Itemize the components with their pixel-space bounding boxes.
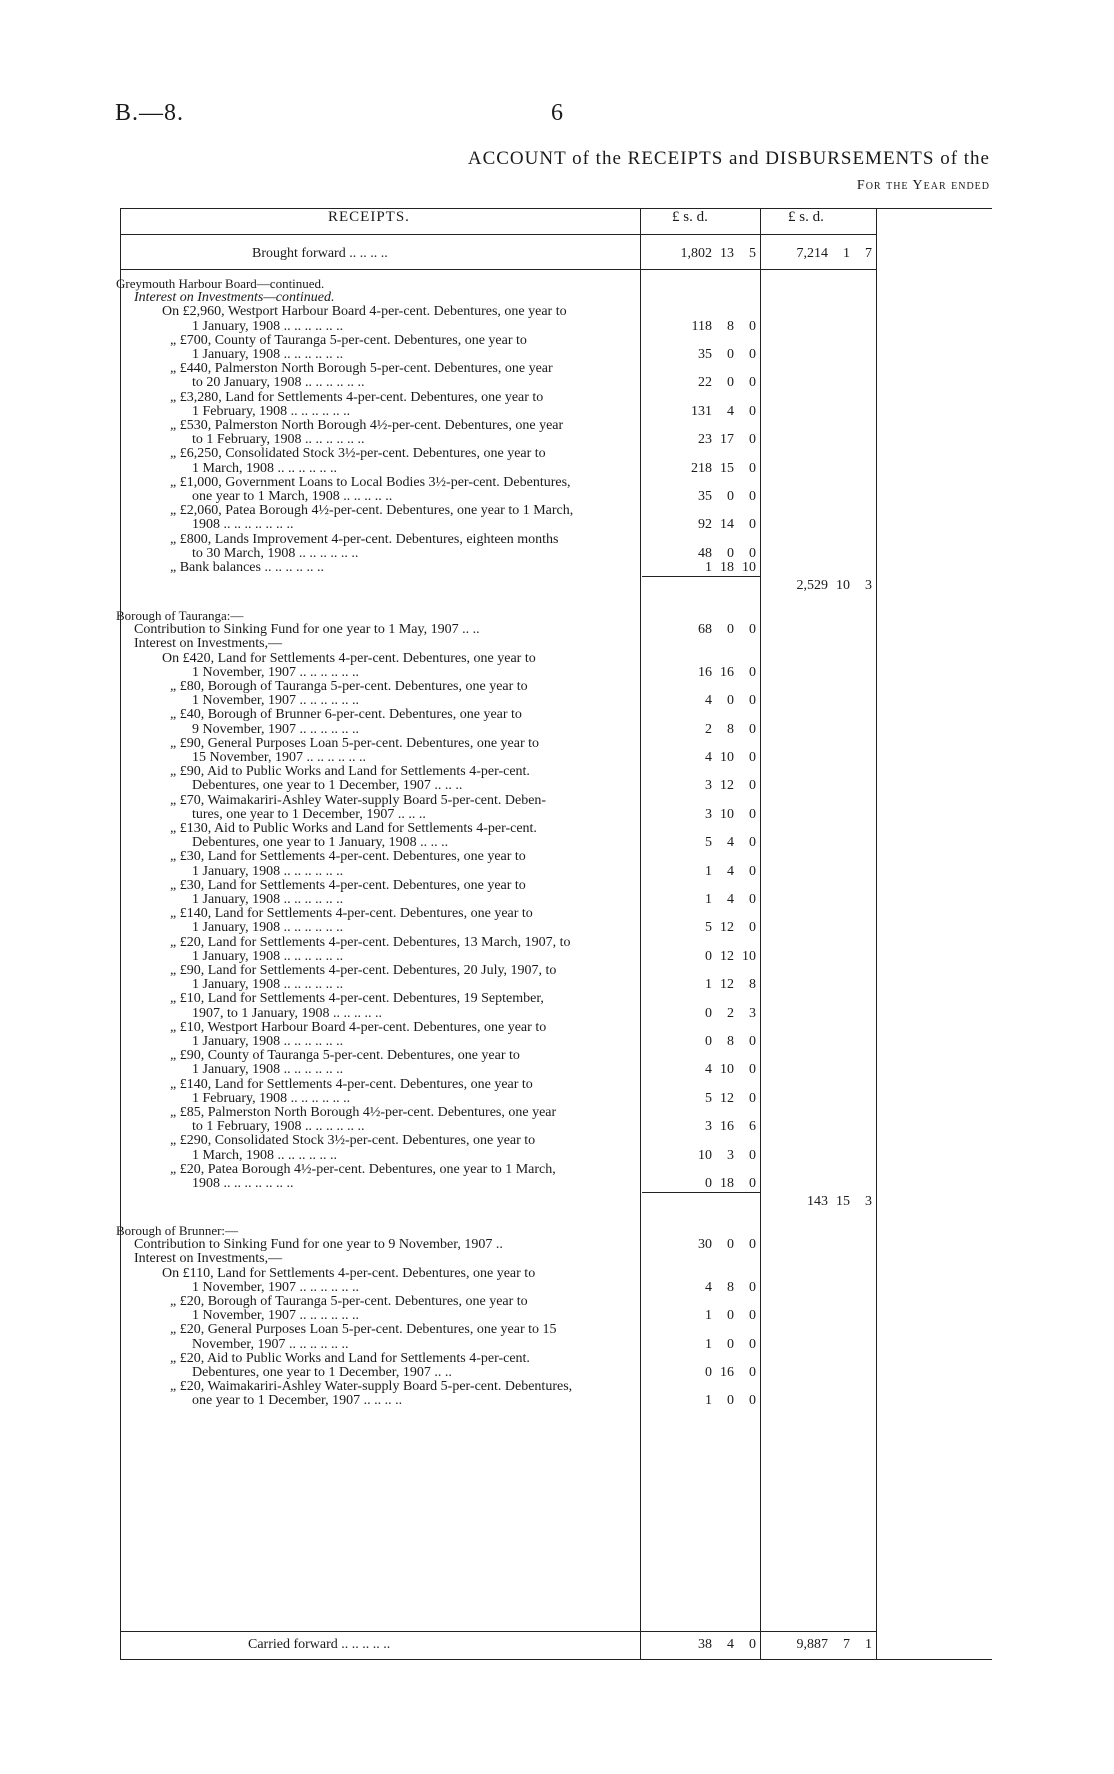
entry-amount-d: 0: [749, 1090, 756, 1106]
page-subtitle: For the Year ended: [856, 178, 990, 193]
contribution-amount-l: 68: [698, 622, 712, 638]
entry-line: 1907, to 1 January, 1908 .. .. .. .. ..: [192, 1005, 383, 1021]
entry-amount: [660, 693, 756, 709]
contribution-amount-s: 0: [727, 1237, 734, 1253]
entry-line: „ £10, Westport Harbour Board 4-per-cent. Debentures, one year to: [170, 1019, 547, 1035]
entry-line: 1 March, 1908 .. .. .. .. .. ..: [192, 460, 338, 476]
entry-amount-l: 1: [705, 977, 712, 993]
entry-amount: [660, 1308, 756, 1324]
section-heading: Borough of Brunner:—: [116, 1223, 239, 1238]
entry-line: 1 January, 1908 .. .. .. .. .. ..: [192, 863, 344, 879]
table-border-left: [120, 209, 121, 1659]
entry-line: „ £20, General Purposes Loan 5-per-cent. Debentures, one year to 15: [170, 1322, 557, 1338]
entry-amount-s: 12: [720, 948, 734, 964]
entry-amount-l: 131: [691, 403, 712, 419]
section-total-s: 15: [836, 1194, 850, 1210]
entry-amount-s: 0: [727, 1336, 734, 1352]
entry-amount-s: 16: [720, 1365, 734, 1380]
contribution-amount-d: 0: [749, 1237, 756, 1253]
entry-line: „ £130, Aid to Public Works and Land for Settlements 4-per-cent.: [170, 821, 537, 836]
entry-amount-d: 0: [749, 1062, 756, 1078]
entry-line: 1 January, 1908 .. .. .. .. .. ..: [192, 948, 344, 964]
entry-amount-s: 8: [727, 1034, 734, 1049]
header-receipts: RECEIPTS.: [328, 209, 410, 225]
entry-line: „ £85, Palmerston North Borough 4½-per-cent. Debentures, one year: [170, 1105, 557, 1120]
entry-line: „ £20, Waimakariri-Ashley Water-supply Board 5-per-cent. Debentures,: [170, 1379, 573, 1395]
entry-line: „ £140, Land for Settlements 4-per-cent. Debentures, one year to: [170, 1076, 533, 1092]
entry-amount-d: 0: [749, 892, 756, 907]
entry-line: „ £6,250, Consolidated Stock 3½-per-cent. Debentures, one year to: [170, 446, 546, 462]
header-money-col2: £ s. d.: [788, 209, 824, 225]
entry-amount-d: 0: [749, 318, 756, 334]
brought-forward-col2-l: 7,214: [796, 246, 828, 261]
entry-amount-d: 0: [749, 750, 756, 765]
brought-forward-col1: [660, 246, 756, 262]
section-subheading: Interest on Investments,—: [134, 636, 283, 652]
entry-amount-s: 4: [727, 892, 734, 907]
entry-line: „ £290, Consolidated Stock 3½-per-cent. Debentures, one year to: [170, 1133, 536, 1149]
entry-line: „ £10, Land for Settlements 4-per-cent. Debentures, 19 September,: [170, 991, 544, 1007]
entry-amount-s: 17: [720, 432, 734, 448]
entry-amount-d: 0: [749, 1034, 756, 1049]
entry-line: 1 February, 1908 .. .. .. .. .. ..: [192, 1090, 351, 1106]
entry-amount-d: 6: [749, 1119, 756, 1135]
entry-line: 1 January, 1908 .. .. .. .. .. ..: [192, 347, 344, 362]
entry-line: one year to 1 December, 1907 .. .. .. ..: [192, 1393, 403, 1409]
entry-line: 1 November, 1907 .. .. .. .. .. ..: [192, 664, 360, 680]
contribution-amount: [660, 622, 756, 638]
entry-line: „ £90, Aid to Public Works and Land for Settlements 4-per-cent.: [170, 764, 530, 780]
contribution-amount-l: 30: [698, 1237, 712, 1253]
entry-amount-s: 12: [720, 920, 734, 936]
entry-line: „ £90, County of Tauranga 5-per-cent. Debentures, one year to: [170, 1048, 520, 1064]
entry-line: „ £700, County of Tauranga 5-per-cent. Debentures, one year to: [170, 332, 527, 348]
entry-line: 15 November, 1907 .. .. .. .. .. ..: [192, 750, 367, 765]
entry-amount-s: 10: [720, 806, 734, 822]
section-total: [776, 578, 872, 594]
entry-amount-s: 0: [727, 545, 734, 561]
entry-amount: [660, 1034, 756, 1050]
entry-line: 1908 .. .. .. .. .. .. ..: [192, 517, 294, 533]
entry-line: 1 January, 1908 .. .. .. .. .. ..: [192, 892, 344, 907]
subtotal-rule: [642, 1192, 760, 1193]
entry-amount-s: 0: [727, 1393, 734, 1409]
entry-amount-l: 0: [705, 948, 712, 964]
entry-line: to 30 March, 1908 .. .. .. .. .. ..: [192, 545, 359, 561]
entry-amount-l: 92: [698, 517, 712, 533]
brought-forward-col2-d: 7: [865, 246, 872, 261]
contribution-line: Contribution to Sinking Fund for one year to 1 May, 1907 .. ..: [134, 622, 480, 638]
entry-amount: [660, 835, 756, 851]
entry-amount-s: 16: [720, 664, 734, 680]
entry-amount-s: 12: [720, 1090, 734, 1106]
entry-amount-s: 8: [727, 318, 734, 334]
entry-amount-l: 0: [705, 1034, 712, 1049]
table-border-right: [876, 209, 877, 1659]
entry-amount-s: 15: [720, 460, 734, 476]
column-divider-2: [760, 209, 761, 1659]
header-money-col1: £ s. d.: [672, 209, 708, 225]
entry-line: tures, one year to 1 December, 1907 .. .. ..: [192, 806, 426, 822]
entry-amount-s: 2: [727, 1005, 734, 1021]
entry-line: On £110, Land for Settlements 4-per-cent. Debentures, one year to: [162, 1265, 536, 1281]
entry-amount: [660, 489, 756, 505]
entry-amount-l: 16: [698, 664, 712, 680]
entry-amount-l: 5: [705, 835, 712, 851]
entry-amount-s: 8: [727, 721, 734, 737]
entry-amount: [660, 864, 756, 880]
entry-line: November, 1907 .. .. .. .. .. ..: [192, 1336, 349, 1352]
entry-amount-d: 0: [749, 517, 756, 533]
entry-amount-l: 4: [705, 1062, 712, 1078]
carried-forward-col2-l: 9,887: [796, 1637, 828, 1652]
carried-forward-col1-s: 4: [727, 1637, 734, 1652]
entry-amount-s: 4: [727, 835, 734, 851]
entry-amount-l: 23: [698, 432, 712, 448]
entry-line: „ £2,060, Patea Borough 4½-per-cent. Debentures, one year to 1 March,: [170, 503, 574, 519]
entry-amount: [660, 1119, 756, 1135]
column-divider-1: [640, 209, 641, 1659]
entry-amount-l: 4: [705, 750, 712, 765]
contribution-line: Contribution to Sinking Fund for one year to 9 November, 1907 ..: [134, 1237, 503, 1253]
entry-line: „ £40, Borough of Brunner 6-per-cent. Debentures, one year to: [170, 707, 522, 723]
entry-amount: [660, 722, 756, 738]
entry-amount-d: 0: [749, 1336, 756, 1352]
entry-amount-d: 0: [749, 778, 756, 794]
entry-amount-d: 0: [749, 721, 756, 737]
carried-forward-col2: [776, 1637, 872, 1653]
entry-amount-l: 218: [691, 460, 712, 476]
carried-forward-col1-d: 0: [749, 1637, 756, 1652]
entry-amount-d: 0: [749, 693, 756, 709]
entry-amount-l: 0: [705, 1005, 712, 1021]
entry-line: „ £800, Lands Improvement 4-per-cent. Debentures, eighteen months: [170, 531, 559, 547]
entry-amount-s: 3: [727, 1147, 734, 1163]
section-subheading: Interest on Investments—continued.: [134, 290, 335, 306]
entry-amount-l: 3: [705, 778, 712, 794]
entry-amount-s: 4: [727, 403, 734, 419]
entry-amount-d: 0: [749, 920, 756, 936]
contribution-amount-d: 0: [749, 622, 756, 638]
page-number: 6: [551, 100, 563, 126]
entry-line: 9 November, 1907 .. .. .. .. .. ..: [192, 721, 360, 737]
entry-amount: [660, 432, 756, 448]
entry-line: „ £20, Aid to Public Works and Land for Settlements 4-per-cent.: [170, 1350, 530, 1366]
entry-amount-l: 2: [705, 721, 712, 737]
entry-amount: [660, 1062, 756, 1078]
entry-line: „ £3,280, Land for Settlements 4-per-cent. Debentures, one year to: [170, 389, 544, 405]
entry-amount-s: 16: [720, 1119, 734, 1135]
entry-amount-d: 0: [749, 835, 756, 851]
entry-line: to 20 January, 1908 .. .. .. .. .. ..: [192, 375, 365, 391]
entry-amount: [660, 461, 756, 477]
entry-amount: [660, 1091, 756, 1107]
section-total-d: 3: [865, 578, 872, 594]
entry-line: „ Bank balances .. .. .. .. .. ..: [170, 560, 324, 575]
entry-amount-d: 0: [749, 1279, 756, 1295]
entry-amount-d: 0: [749, 1147, 756, 1163]
section-subheading: Interest on Investments,—: [134, 1251, 283, 1267]
brought-forward-col1-d: 5: [749, 246, 756, 261]
entry-line: „ £1,000, Government Loans to Local Bodies 3½-per-cent. Debentures,: [170, 474, 571, 490]
entry-line: On £420, Land for Settlements 4-per-cent. Debentures, one year to: [162, 650, 536, 666]
entry-amount-s: 8: [727, 1279, 734, 1295]
entry-amount-d: 0: [749, 806, 756, 822]
entry-amount-l: 3: [705, 806, 712, 822]
entry-amount: [660, 778, 756, 794]
entry-amount: [660, 1148, 756, 1164]
entry-amount-d: 8: [749, 977, 756, 993]
entry-amount: [660, 560, 756, 576]
contribution-amount: [660, 1237, 756, 1253]
entry-amount-s: 0: [727, 1308, 734, 1324]
entry-line: „ £80, Borough of Tauranga 5-per-cent. Debentures, one year to: [170, 679, 528, 694]
entry-line: Debentures, one year to 1 December, 1907 .. .. ..: [192, 778, 463, 794]
entry-amount-d: 10: [742, 560, 756, 575]
entry-line: „ £30, Land for Settlements 4-per-cent. Debentures, one year to: [170, 849, 526, 865]
entry-amount-s: 12: [720, 977, 734, 993]
entry-amount-l: 3: [705, 1119, 712, 1135]
brought-forward-col1-s: 13: [720, 246, 734, 261]
entry-line: 1 November, 1907 .. .. .. .. .. ..: [192, 1308, 360, 1324]
entry-amount-l: 0: [705, 1365, 712, 1380]
entry-line: „ £30, Land for Settlements 4-per-cent. Debentures, one year to: [170, 877, 526, 893]
section-heading: Greymouth Harbour Board—continued.: [116, 276, 325, 291]
entry-amount-d: 0: [749, 1176, 756, 1191]
entry-line: 1 March, 1908 .. .. .. .. .. ..: [192, 1147, 338, 1163]
entry-amount-d: 0: [749, 1393, 756, 1409]
entry-line: On £2,960, Westport Harbour Board 4-per-cent. Debentures, one year to: [162, 304, 567, 320]
entry-amount-s: 12: [720, 778, 734, 794]
entry-amount-d: 0: [749, 1308, 756, 1324]
section-total-s: 10: [836, 578, 850, 594]
entry-amount: [660, 807, 756, 823]
carried-forward-col1: [660, 1637, 756, 1653]
section-total: [776, 1194, 872, 1210]
brought-forward-col2: [776, 246, 872, 262]
entry-line: 1 February, 1908 .. .. .. .. .. ..: [192, 403, 351, 419]
entry-amount-d: 0: [749, 1365, 756, 1380]
entry-amount-l: 5: [705, 1090, 712, 1106]
entry-line: to 1 February, 1908 .. .. .. .. .. ..: [192, 432, 365, 448]
entry-amount: [660, 750, 756, 766]
entry-amount-l: 4: [705, 1279, 712, 1295]
entry-amount-d: 0: [749, 863, 756, 879]
entry-amount: [660, 949, 756, 965]
entry-amount-d: 0: [749, 489, 756, 504]
carried-forward-label: Carried forward .. .. .. .. ..: [248, 1637, 391, 1652]
entry-line: 1 January, 1908 .. .. .. .. .. ..: [192, 977, 344, 993]
entry-amount-d: 10: [742, 948, 756, 964]
entry-amount: [660, 1393, 756, 1409]
entry-amount-l: 1: [705, 560, 712, 575]
entry-amount-d: 0: [749, 403, 756, 419]
entry-amount-l: 1: [705, 1336, 712, 1352]
entry-amount-d: 0: [749, 545, 756, 561]
entry-amount-l: 4: [705, 693, 712, 709]
brought-forward-col1-l: 1,802: [680, 246, 712, 261]
entry-amount-l: 1: [705, 892, 712, 907]
entry-amount-l: 48: [698, 545, 712, 561]
entry-amount-s: 10: [720, 1062, 734, 1078]
entry-line: 1 January, 1908 .. .. .. .. .. ..: [192, 920, 344, 936]
brought-forward-label: Brought forward .. .. .. ..: [252, 246, 388, 261]
entry-amount: [660, 1365, 756, 1381]
entry-amount: [660, 404, 756, 420]
entry-amount-d: 0: [749, 432, 756, 448]
entry-amount-l: 22: [698, 375, 712, 391]
entry-line: 1 November, 1907 .. .. .. .. .. ..: [192, 693, 360, 709]
carried-forward-col1-l: 38: [698, 1637, 712, 1652]
entry-line: 1 January, 1908 .. .. .. .. .. ..: [192, 318, 344, 334]
entry-amount: [660, 977, 756, 993]
entry-amount-l: 5: [705, 920, 712, 936]
entry-amount-l: 1: [705, 1393, 712, 1409]
header-bottom-rule: [120, 269, 876, 270]
entry-line: Debentures, one year to 1 January, 1908 .. .. ..: [192, 835, 449, 851]
brought-forward-col2-s: 1: [843, 246, 850, 261]
section-total-d: 3: [865, 1194, 872, 1210]
entry-amount-s: 0: [727, 693, 734, 709]
entry-line: „ £90, General Purposes Loan 5-per-cent. Debentures, one year to: [170, 735, 540, 751]
entry-line: „ £440, Palmerston North Borough 5-per-cent. Debentures, one year: [170, 361, 553, 377]
entry-line: Debentures, one year to 1 December, 1907 .. ..: [192, 1365, 452, 1380]
entry-amount-s: 18: [720, 560, 734, 575]
carried-forward-col2-d: 1: [865, 1637, 872, 1652]
entry-amount: [660, 1006, 756, 1022]
entry-amount-s: 4: [727, 863, 734, 879]
entry-amount-s: 10: [720, 750, 734, 765]
entry-amount-l: 0: [705, 1176, 712, 1191]
entry-amount-d: 0: [749, 347, 756, 362]
entry-line: to 1 February, 1908 .. .. .. .. .. ..: [192, 1119, 365, 1135]
entry-amount-l: 10: [698, 1147, 712, 1163]
entry-line: one year to 1 March, 1908 .. .. .. .. ..: [192, 489, 393, 504]
entry-amount: [660, 665, 756, 681]
entry-amount-d: 0: [749, 664, 756, 680]
entry-line: 1 November, 1907 .. .. .. .. .. ..: [192, 1279, 360, 1295]
entry-line: 1908 .. .. .. .. .. .. ..: [192, 1176, 294, 1191]
entry-line: „ £90, Land for Settlements 4-per-cent. Debentures, 20 July, 1907, to: [170, 963, 557, 978]
entry-amount: [660, 347, 756, 363]
subtotal-rule: [642, 576, 760, 577]
entry-line: „ £140, Land for Settlements 4-per-cent. Debentures, one year to: [170, 906, 533, 922]
contribution-amount-s: 0: [727, 622, 734, 638]
document-code: B.—8.: [115, 100, 185, 126]
entry-amount-s: 0: [727, 347, 734, 362]
entry-amount: [660, 1176, 756, 1192]
entry-amount-d: 0: [749, 375, 756, 391]
entry-line: „ £20, Land for Settlements 4-per-cent. Debentures, 13 March, 1907, to: [170, 934, 571, 950]
entry-line: 1 January, 1908 .. .. .. .. .. ..: [192, 1062, 344, 1078]
entry-amount-l: 1: [705, 863, 712, 879]
entry-amount-l: 35: [698, 489, 712, 504]
footer-rule: [120, 1631, 876, 1632]
entry-amount-d: 0: [749, 460, 756, 476]
entry-line: 1 January, 1908 .. .. .. .. .. ..: [192, 1034, 344, 1049]
entry-amount-s: 0: [727, 375, 734, 391]
section-total-l: 2,529: [796, 578, 828, 594]
entry-amount-l: 118: [691, 318, 712, 334]
receipts-table: [116, 208, 992, 1660]
entry-amount-s: 18: [720, 1176, 734, 1191]
entry-amount-l: 35: [698, 347, 712, 362]
entry-amount: [660, 319, 756, 335]
entry-amount: [660, 892, 756, 908]
entry-line: „ £70, Waimakariri-Ashley Water-supply Board 5-per-cent. Deben-: [170, 792, 547, 808]
entry-amount: [660, 920, 756, 936]
entry-amount-s: 0: [727, 489, 734, 504]
entry-amount-s: 14: [720, 517, 734, 533]
entry-amount: [660, 375, 756, 391]
entry-line: „ £530, Palmerston North Borough 4½-per-cent. Debentures, one year: [170, 418, 564, 433]
entry-amount-l: 1: [705, 1308, 712, 1324]
entry-amount: [660, 1280, 756, 1296]
entry-line: „ £20, Patea Borough 4½-per-cent. Debentures, one year to 1 March,: [170, 1161, 556, 1177]
page-title: ACCOUNT of the RECEIPTS and DISBURSEMENTS of the: [467, 148, 990, 169]
entry-amount: [660, 1337, 756, 1353]
carried-forward-col2-s: 7: [843, 1637, 850, 1652]
entry-amount-d: 3: [749, 1005, 756, 1021]
entry-line: „ £20, Borough of Tauranga 5-per-cent. Debentures, one year to: [170, 1294, 528, 1309]
section-total-l: 143: [807, 1194, 828, 1210]
header-rule: [120, 234, 876, 235]
section-heading: Borough of Tauranga:—: [116, 608, 244, 623]
entry-amount: [660, 517, 756, 533]
